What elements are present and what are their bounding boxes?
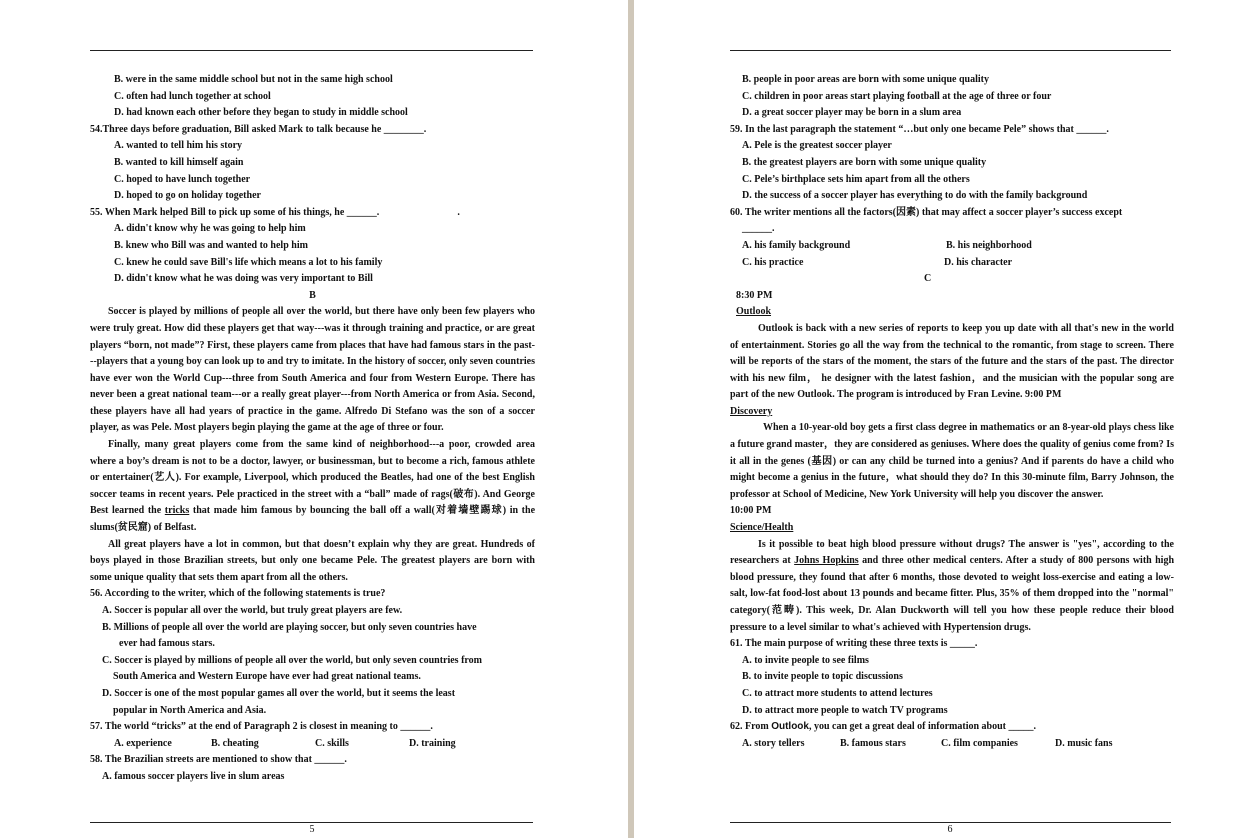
science-health-description — [730, 537, 1174, 637]
q58-option-d: D. a great soccer player may be born in a slum area — [742, 107, 962, 119]
passage-b-paragraph-1: Soccer is played by millions of people all over the world, but there have only been few players who were truly great. How did these players get that way---was it through training and practice, or are great players “born, not made”? First, these players came from places that have had famous stars in the past---players that a young boy can look up to and try to imitate. In the history of soccer, only seven countries have ever won the World Cup---three from South America and four from Western Europe. There has never been a great national team---or a really great player---from North America or from Asia. Second, these players have all had years of practice in the game. Alfredo Di Stefano was the son of a soccer player, as was Pele. Most players begin playing the game at the age of three or four. — [90, 306, 535, 434]
bottom-rule — [730, 822, 1171, 823]
q60-option-c: C. his practice — [742, 256, 804, 268]
page-number: 6 — [947, 824, 953, 835]
q54-option-d: D. hoped to go on holiday together — [114, 190, 261, 202]
left-page-content — [90, 72, 535, 786]
q62-options — [730, 736, 1174, 753]
q56-option-b-cont: ever had famous stars. — [119, 638, 215, 650]
q56-option-d: D. Soccer is one of the most popular games all over the world, but it seems the least — [102, 687, 456, 699]
q62-stem-outlook: Outlook — [771, 721, 809, 733]
q59-option-c: C. Pele’s birthplace sets him apart from all the others — [742, 173, 970, 185]
sh-text-start: Is it possible to beat high blood pressure without drugs? The answer is "yes", according to the researchers at — [730, 538, 1174, 567]
q55-option-b: B. knew who Bill was and wanted to help him — [114, 239, 308, 251]
right-page — [634, 0, 1260, 838]
underlined-johns-hopkins: Johns Hopkins — [794, 555, 859, 567]
q61-stem: 61. The main purpose of writing these three texts is _____. — [730, 638, 978, 650]
q55-option-a: A. didn't know why he was going to help him — [114, 223, 306, 235]
q61-option-d: D. to attract more people to watch TV programs — [742, 704, 948, 716]
q62-stem-prefix: 62. From — [730, 721, 769, 733]
q56-option-d-cont: popular in North America and Asia. — [113, 704, 267, 716]
q58-option-b: B. people in poor areas are born with some unique quality — [742, 74, 989, 85]
q58-option-c: C. children in poor areas start playing football at the age of three or four — [742, 90, 1052, 102]
q59-stem: 59. In the last paragraph the statement “…but only one became Pele” shows that ______. — [730, 123, 1109, 135]
q56-option-c-cont: South America and Western Europe have ever had great national teams. — [113, 671, 421, 683]
q55-option-d: D. didn't know what he was doing was very important to Bill — [114, 273, 373, 285]
bottom-rule — [90, 822, 533, 823]
q60-option-a: A. his family background — [742, 239, 851, 251]
q55-stem-row — [90, 205, 535, 222]
show-title-science-health: Science/Health — [730, 522, 794, 534]
q56-option-a: A. Soccer is popular all over the world, but truly great players are few. — [102, 605, 403, 616]
q57-option-a: A. experience — [114, 737, 172, 749]
q61-option-b: B. to invite people to topic discussions — [742, 671, 903, 683]
q62-option-a: A. story tellers — [742, 737, 805, 749]
q56-option-c: C. Soccer is played by millions of people all over the world, but only seven countries from — [102, 654, 482, 666]
q54-stem: 54.Three days before graduation, Bill asked Mark to talk because he ________. — [90, 123, 427, 135]
q53-option-d: D. had known each other before they began to study in middle school — [114, 107, 408, 119]
time-830pm: 8:30 PM — [736, 289, 773, 301]
sh-text-end: and three other medical centers. After a study of 800 persons with high blood pressure, they found that after 6 months, those devoted to weight loss-exercise and eating a low-salt, low-fat food-lost about 13 pounds and became fitter. Plus, 35% of them dropped into the "normal" category(范畴). This week, Dr. Alan Duckworth will tell you how these people reduce their blood pressure to a level similar to what's achieved with Hypertension drugs. — [730, 555, 1175, 633]
q62-stem-suffix: , you can get a great deal of information about _____. — [808, 721, 1037, 733]
q53-option-b: B. were in the same middle school but not in the same high school — [114, 74, 393, 85]
underlined-word-tricks: tricks — [164, 505, 190, 517]
q56-stem: 56. According to the writer, which of the following statements is true? — [90, 588, 386, 600]
q55-trailing-mark: . — [457, 206, 460, 218]
q57-option-c: C. skills — [315, 737, 349, 749]
q60-options-row-2 — [730, 255, 1174, 272]
show-title-discovery: Discovery — [730, 405, 773, 417]
discovery-description: When a 10-year-old boy gets a first class degree in mathematics or an 8-year-old plays chess like a future grand master，they are considered as geniuses. Where does the quality of genius come from? Is it all in the genes (基因) or can any child be turned into a genius? And if parents do have a child who might become a genius in the future，what should they do? In this 30-minute film, Barry Johnson, the professor at School of Medicine, New York University will help you discover the answer. — [730, 422, 1174, 500]
q60-option-b: B. his neighborhood — [946, 239, 1032, 251]
q54-option-a: A. wanted to tell him his story — [114, 140, 243, 152]
q55-option-c: C. knew he could save Bill's life which means a lot to his family — [114, 256, 383, 268]
q62-option-d: D. music fans — [1055, 737, 1113, 749]
q62-option-c: C. film companies — [941, 737, 1018, 749]
show-title-outlook: Outlook — [736, 306, 772, 318]
q60-option-d: D. his character — [944, 256, 1013, 268]
p2-text-end: that made him famous by bouncing the ball off a wall(对着墙壁踢球) in the slums(贫民窟) of Belfast. — [90, 505, 536, 534]
page-number: 5 — [309, 824, 315, 835]
q58-option-a: A. famous soccer players live in slum areas — [102, 770, 285, 782]
q59-option-d: D. the success of a soccer player has everything to do with the family background — [742, 190, 1088, 202]
left-page — [0, 0, 628, 838]
q62-stem — [730, 719, 1174, 736]
time-1000pm: 10:00 PM — [730, 505, 772, 517]
right-page-content — [730, 72, 1174, 752]
outlook-description: Outlook is back with a new series of reports to keep you up date with all that's new in the world of entertainment. Stories go all the way from the technical to the romantic, from stage to screen. There will be reports of the stars of the moment, the stars of the future and the stars of the past. The director with his new film， he designer with the latest fashion，and the musician with the popular song are part of the new Outlook. The program is introduced by Fran Levine. 9:00 PM — [730, 322, 1174, 401]
q57-stem: 57. The world “tricks” at the end of Paragraph 2 is closest in meaning to ______. — [90, 721, 433, 733]
q57-option-d: D. training — [409, 737, 456, 749]
q60-options-row-1 — [730, 238, 1174, 255]
top-rule — [730, 50, 1171, 51]
passage-b-heading: B — [309, 289, 316, 301]
q58-stem: 58. The Brazilian streets are mentioned to show that ______. — [90, 754, 347, 766]
q59-option-b: B. the greatest players are born with some unique quality — [742, 156, 987, 168]
top-rule — [90, 50, 533, 51]
passage-b-paragraph-2 — [90, 437, 535, 537]
q54-option-b: B. wanted to kill himself again — [114, 156, 244, 168]
q53-option-c: C. often had lunch together at school — [114, 90, 271, 102]
q60-blank: ______. — [742, 223, 775, 235]
q61-option-a: A. to invite people to see films — [742, 654, 869, 666]
passage-b-paragraph-3: All great players have a lot in common, but that doesn’t explain why they are great. Hundreds of boys played in those Brazilian streets, but only one became Pele. The greatest players are born with some unique quality that sets them apart from all the others. — [90, 538, 535, 583]
q55-stem: 55. When Mark helped Bill to pick up some of his things, he ______. — [90, 206, 380, 218]
p2-text-start: Finally, many great players come from the same kind of neighborhood---a poor, crowded area where a boy’s dream is not to be a doctor, lawyer, or businessman, but to become a rich, famous athlete or entertainer(艺人). For example, Liverpool, which produced the Beatles, had one of the best English soccer teams in recent years. Pele practiced in the street with a “ball” made of rags(破布). And George Best learned the — [90, 439, 535, 517]
q57-option-b: B. cheating — [211, 737, 259, 749]
q60-stem: 60. The writer mentions all the factors(因素) that may affect a soccer player’s success except — [730, 206, 1123, 218]
q62-option-b: B. famous stars — [840, 737, 906, 749]
q59-option-a: A. Pele is the greatest soccer player — [742, 140, 892, 152]
q54-option-c: C. hoped to have lunch together — [114, 173, 251, 185]
q57-options — [90, 736, 535, 753]
passage-c-heading: C — [924, 273, 932, 285]
q56-option-b: B. Millions of people all over the world are playing soccer, but only seven countries have — [102, 621, 477, 633]
q61-option-c: C. to attract more students to attend lectures — [742, 687, 933, 699]
